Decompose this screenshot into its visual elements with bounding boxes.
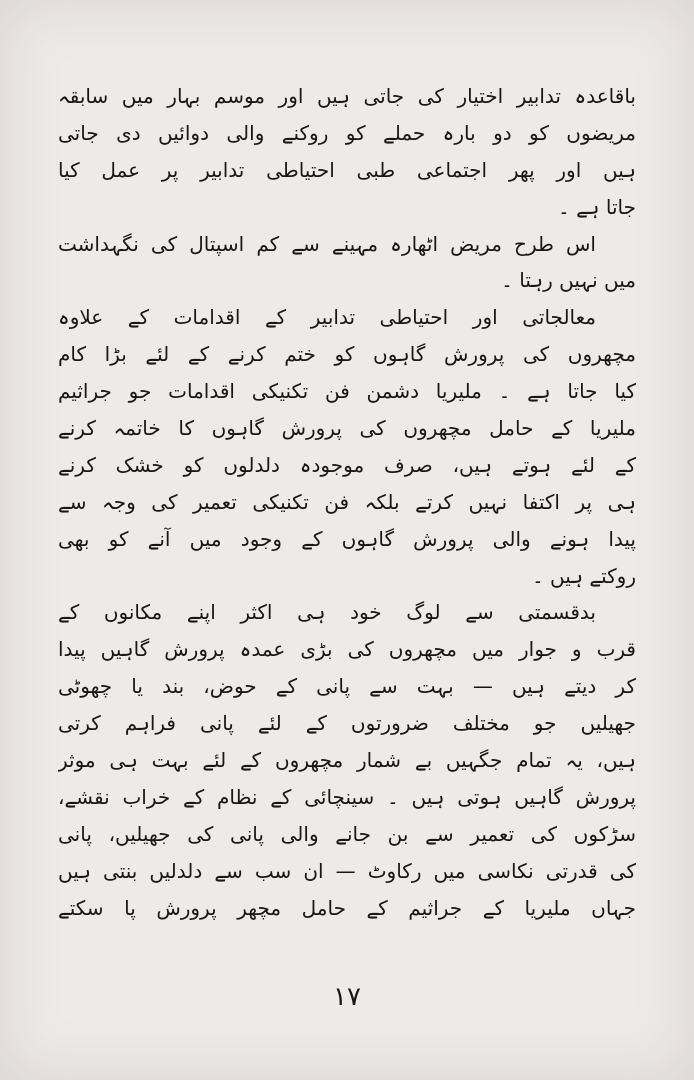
paragraph-4 bbox=[58, 594, 636, 926]
text-line: بدقسمتی سے لوگ خود ہی اکثر اپنے مکانوں کے bbox=[58, 600, 596, 625]
text-line: میں نہیں رہتا ۔ bbox=[501, 268, 636, 293]
text-line: مچھروں کی پرورش گاہوں کو ختم کرنے کے لئے بڑا کام bbox=[58, 342, 636, 367]
text-line: جھیلیں جو مختلف ضرورتوں کے لئے پانی فراہم کرتی bbox=[58, 711, 636, 736]
paragraph-3 bbox=[58, 299, 636, 594]
text-line: ہی پر اکتفا نہیں کرتے بلکہ فن تکنیکی تعمیر کی وجہ سے bbox=[58, 489, 636, 514]
text-line: جاتا ہے ۔ bbox=[558, 194, 636, 219]
text-line: پیدا ہونے والی پرورش گاہوں کے وجود میں آنے کو بھی bbox=[58, 526, 636, 551]
text-line: ملیریا کے حامل مچھروں کی پرورش گاہوں کا خاتمہ کرنے bbox=[58, 416, 636, 441]
text-line: باقاعدہ تدابیر اختیار کی جاتی ہیں اور موسم بہار میں سابقہ bbox=[58, 84, 636, 108]
text-line: جہاں ملیریا کے جراثیم کے حامل مچھر پرورش پا سکتے bbox=[58, 895, 636, 920]
text-line: ہیں اور پھر اجتماعی طبی احتیاطی تدابیر پر عمل کیا bbox=[58, 157, 636, 182]
text-line: کی قدرتی نکاسی میں رکاوٹ — ان سب سے دلدلیں بنتی ہیں bbox=[58, 858, 636, 883]
text-line: کے لئے ہوتے ہیں، صرف موجودہ دلدلوں کو خشک کرنے bbox=[58, 452, 636, 477]
text-line: اس طرح مریض اٹھارہ مہینے سے کم اسپتال کی نگہداشت bbox=[58, 231, 596, 256]
page-number: ۱۷ bbox=[333, 982, 361, 1012]
text-line: روکتے ہیں ۔ bbox=[531, 563, 636, 588]
text-line: مریضوں کو دو بارہ حملے کو روکنے والی دوائیں دی جاتی bbox=[58, 120, 636, 145]
text-line: کر دیتے ہیں — بہت سے پانی کے حوض، بند یا چھوٹی bbox=[58, 674, 636, 699]
text-line: کیا جاتا ہے ۔ ملیریا دشمن فن تکنیکی اقدامات جو جراثیم bbox=[58, 379, 636, 404]
paragraph-2 bbox=[58, 226, 636, 300]
paragraph-1 bbox=[58, 78, 636, 226]
text-line: پرورش گاہیں ہوتی ہیں ۔ سینچائی کے نظام کے خراب نقشے، bbox=[58, 784, 636, 809]
text-line: معالجاتی اور احتیاطی تدابیر کے اقدامات کے علاوہ bbox=[58, 305, 596, 330]
text-line: قرب و جوار میں مچھروں کی بڑی عمدہ پرورش گاہیں پیدا bbox=[58, 637, 636, 662]
text-line: سڑکوں کی تعمیر سے بن جانے والی پانی کی جھیلیں، پانی bbox=[58, 821, 636, 846]
text-line: ہیں، یہ تمام جگہیں بے شمار مچھروں کے لئے بہت ہی موثر bbox=[58, 748, 636, 773]
body-text bbox=[58, 78, 636, 926]
